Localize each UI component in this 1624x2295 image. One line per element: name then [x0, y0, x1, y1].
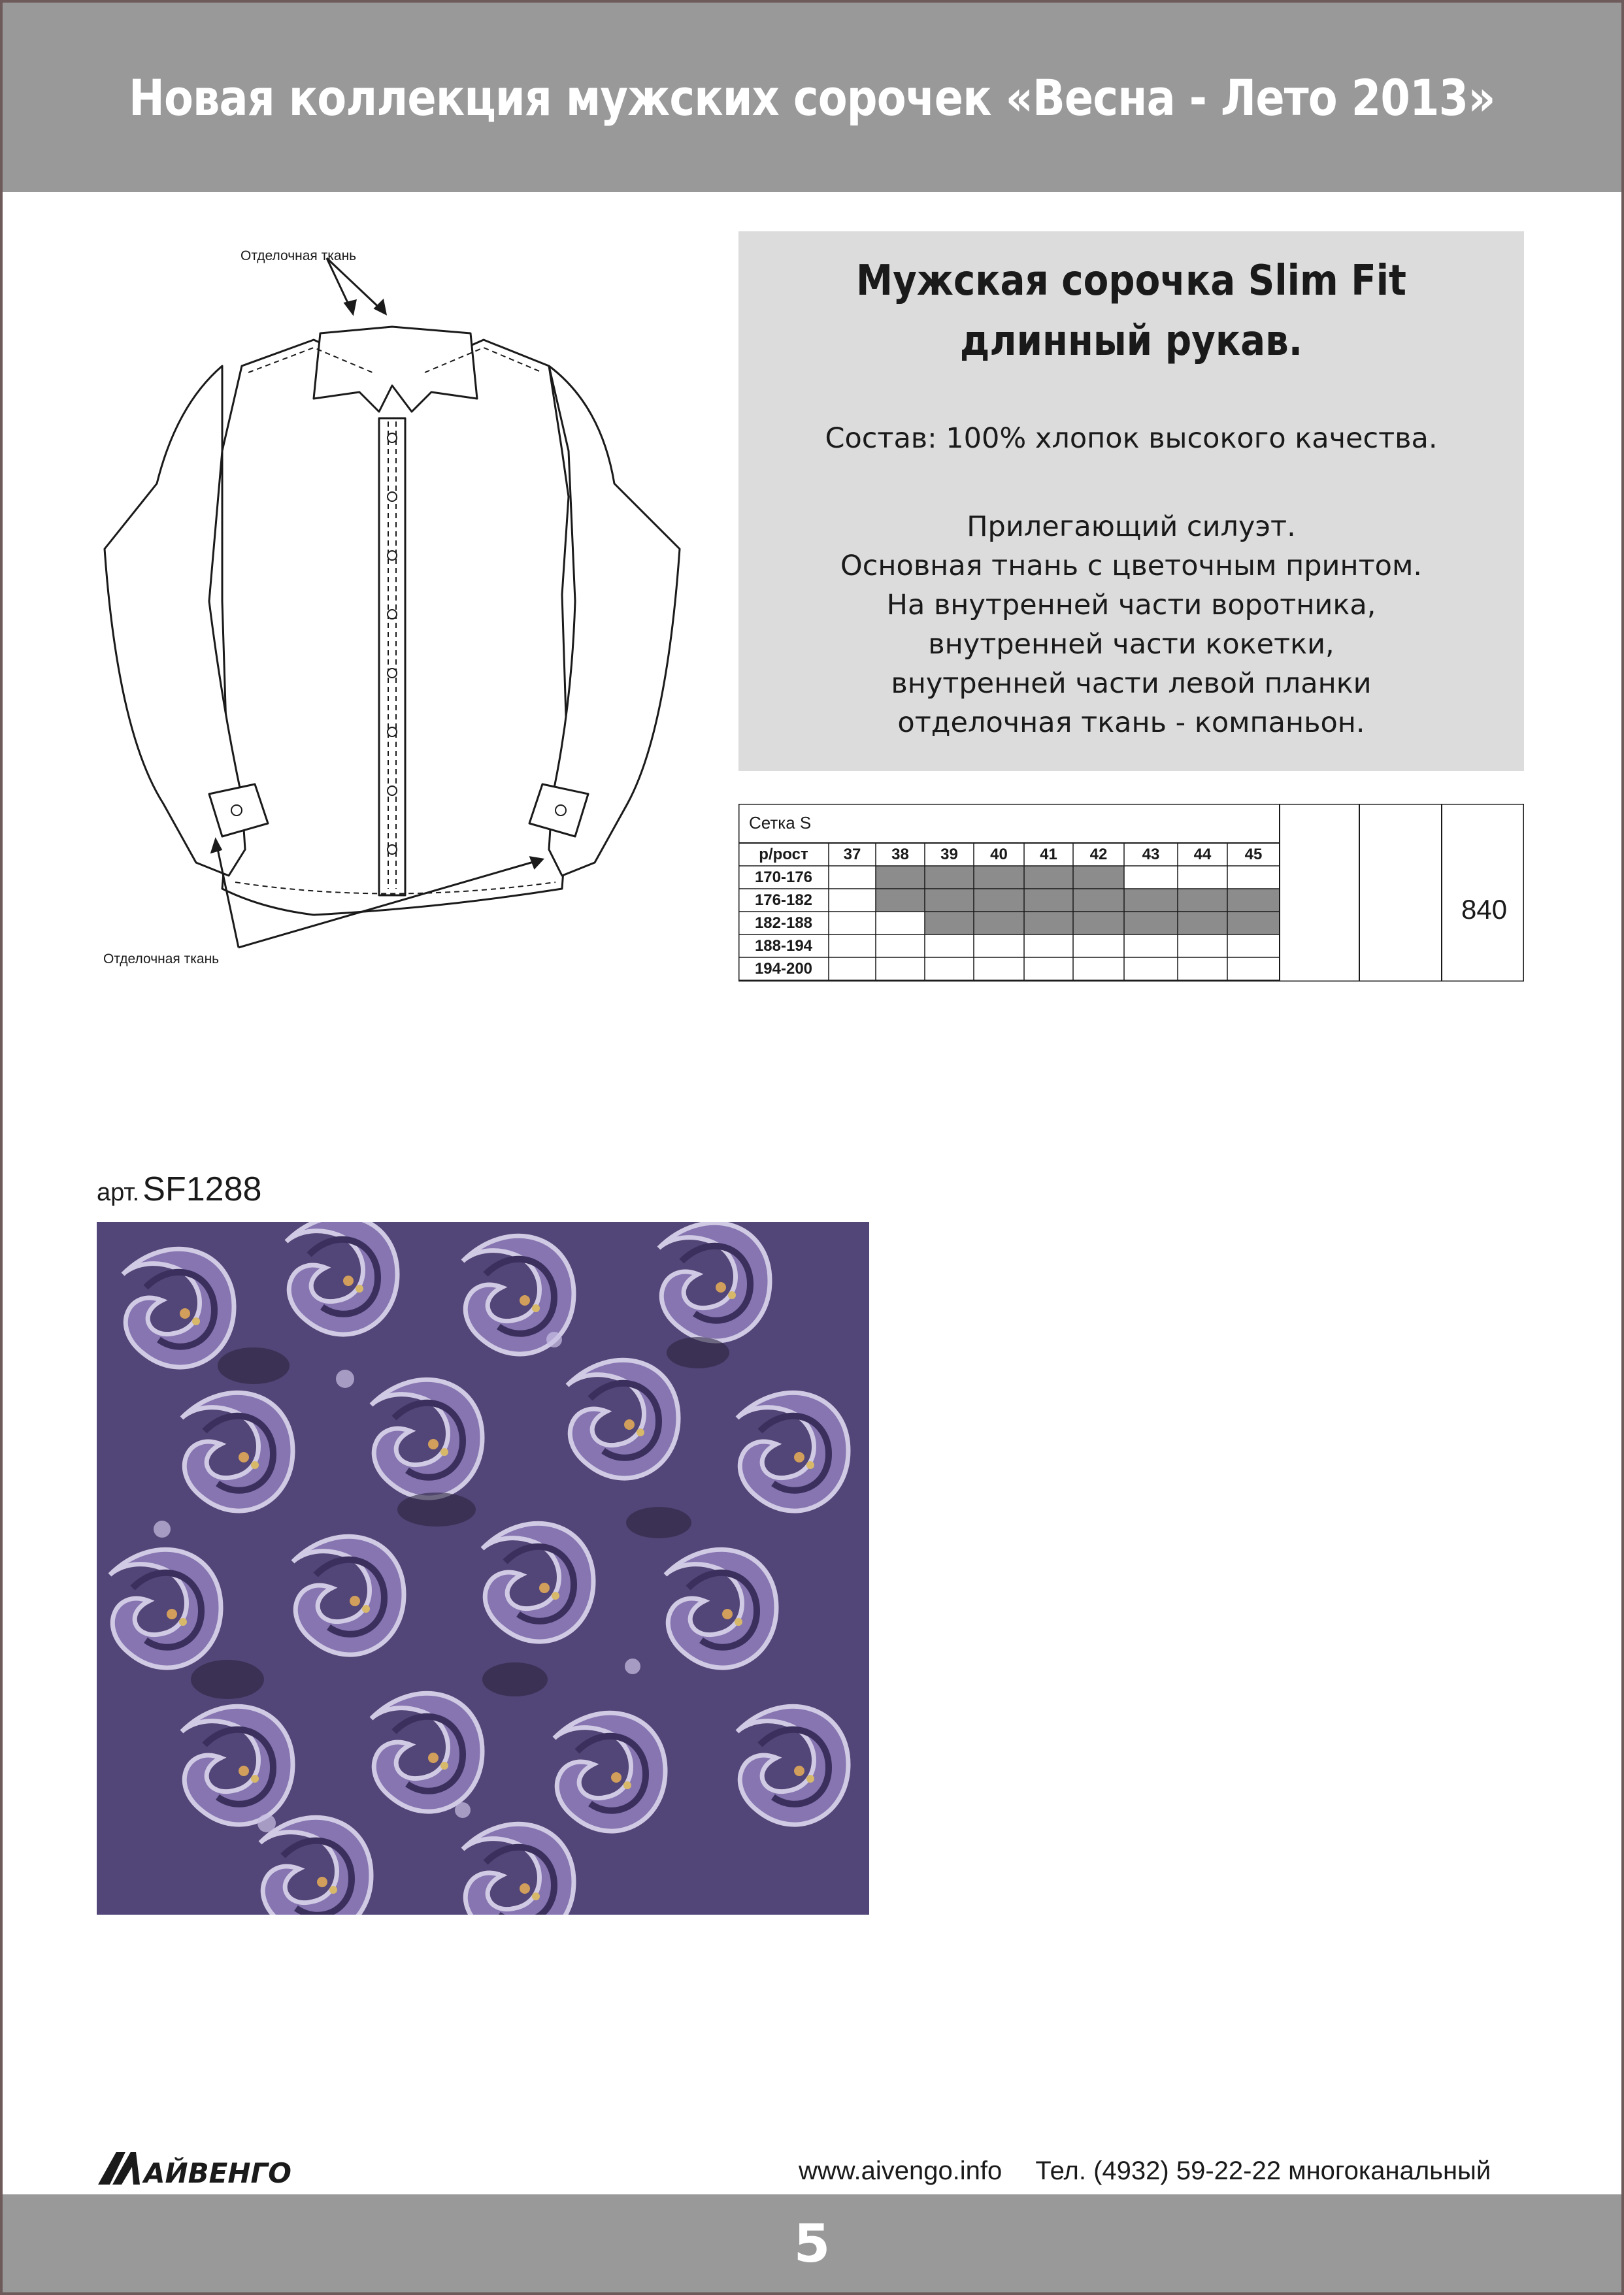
product-title-line1: Мужская сорочка Slim Fit: [856, 257, 1406, 305]
size-cell-filled: [1124, 889, 1178, 912]
collar-size-header: 38: [891, 845, 909, 863]
paisley-pattern: [97, 1222, 869, 1915]
description-lines: [738, 507, 1524, 742]
height-range-label: 188-194: [754, 936, 813, 955]
callout-bottom: Отделочная ткань: [103, 951, 220, 966]
description-line: Прилегающий силуэт.: [967, 510, 1296, 543]
size-cell-filled: [1124, 912, 1178, 934]
size-cell-filled: [876, 866, 925, 889]
description-line: внутренней части кокетки,: [928, 628, 1334, 661]
collar-size-header: 39: [940, 845, 958, 863]
price: 840: [1461, 894, 1508, 925]
callout-top: Отделочная ткань: [240, 248, 357, 263]
size-grid-caption: Сетка S: [749, 813, 812, 833]
article-prefix: арт.: [97, 1179, 140, 1206]
collar-size-header: 37: [843, 845, 861, 863]
collar-size-header: 42: [1089, 845, 1108, 863]
collar-size-header: 45: [1244, 845, 1263, 863]
size-cell-filled: [1024, 866, 1073, 889]
article-label: [97, 1170, 261, 1209]
height-range-label: 170-176: [754, 868, 813, 886]
size-cell-filled: [1024, 889, 1073, 912]
shirt-sketch: [91, 235, 706, 1013]
contact-line: [799, 2156, 1491, 2186]
description-line: На внутренней части воротника,: [886, 589, 1376, 621]
collar-size-header: 40: [990, 845, 1008, 863]
fabric-swatch: [97, 1222, 869, 1915]
size-cell-filled: [925, 912, 974, 934]
size-cell-filled: [1073, 866, 1124, 889]
brand-logo: [97, 2149, 332, 2188]
collar-size-header: 41: [1040, 845, 1057, 863]
product-title: [786, 251, 1477, 371]
page-number: 5: [793, 2213, 831, 2274]
size-cell-filled: [974, 912, 1024, 934]
height-range-label: 182-188: [754, 914, 813, 932]
size-cell-filled: [974, 889, 1024, 912]
page-title: Новая коллекция мужских сорочек «Весна - Лето 2013»: [129, 68, 1495, 127]
shirt-drawing: [91, 235, 706, 1013]
size-cell-filled: [974, 866, 1024, 889]
size-cell-filled: [1178, 912, 1227, 934]
size-cell-filled: [925, 866, 974, 889]
svg-text:АЙВЕНГО: АЙВЕНГО: [144, 2157, 291, 2188]
footer-band: [3, 2194, 1621, 2292]
description-line: Основная тнань с цветочным принтом.: [840, 550, 1423, 582]
height-range-label: 194-200: [754, 959, 813, 978]
description-line: внутренней части левой планки: [891, 667, 1372, 700]
size-cell-filled: [1227, 889, 1280, 912]
description-line: отделочная ткань - компаньон.: [897, 706, 1365, 739]
collar-size-header: 43: [1142, 845, 1160, 863]
size-grid-lines: [738, 804, 1524, 982]
height-range-label: 176-182: [754, 891, 813, 909]
website-link[interactable]: www.aivengo.info: [799, 2156, 1003, 2185]
article-code: SF1288: [142, 1170, 262, 1208]
brand-logo-image: [97, 2149, 332, 2188]
size-cell-filled: [1073, 889, 1124, 912]
description-box: [738, 231, 1524, 771]
size-grid-corner-label: р/рост: [759, 845, 808, 863]
phone-text: Тел. (4932) 59-22-22 многоканальный: [1035, 2156, 1491, 2185]
size-cell-filled: [1178, 889, 1227, 912]
header-band: [3, 3, 1621, 192]
product-title-line2: длинный рукав.: [959, 317, 1303, 365]
size-grid: [738, 804, 1524, 982]
collar-size-header: 44: [1193, 845, 1212, 863]
size-cell-filled: [1227, 912, 1280, 934]
size-cell-filled: [1024, 912, 1073, 934]
size-cell-filled: [876, 889, 925, 912]
size-cell-filled: [1073, 912, 1124, 934]
size-cell-filled: [925, 889, 974, 912]
composition-text: Состав: 100% хлопок высокого качества.: [825, 422, 1438, 455]
